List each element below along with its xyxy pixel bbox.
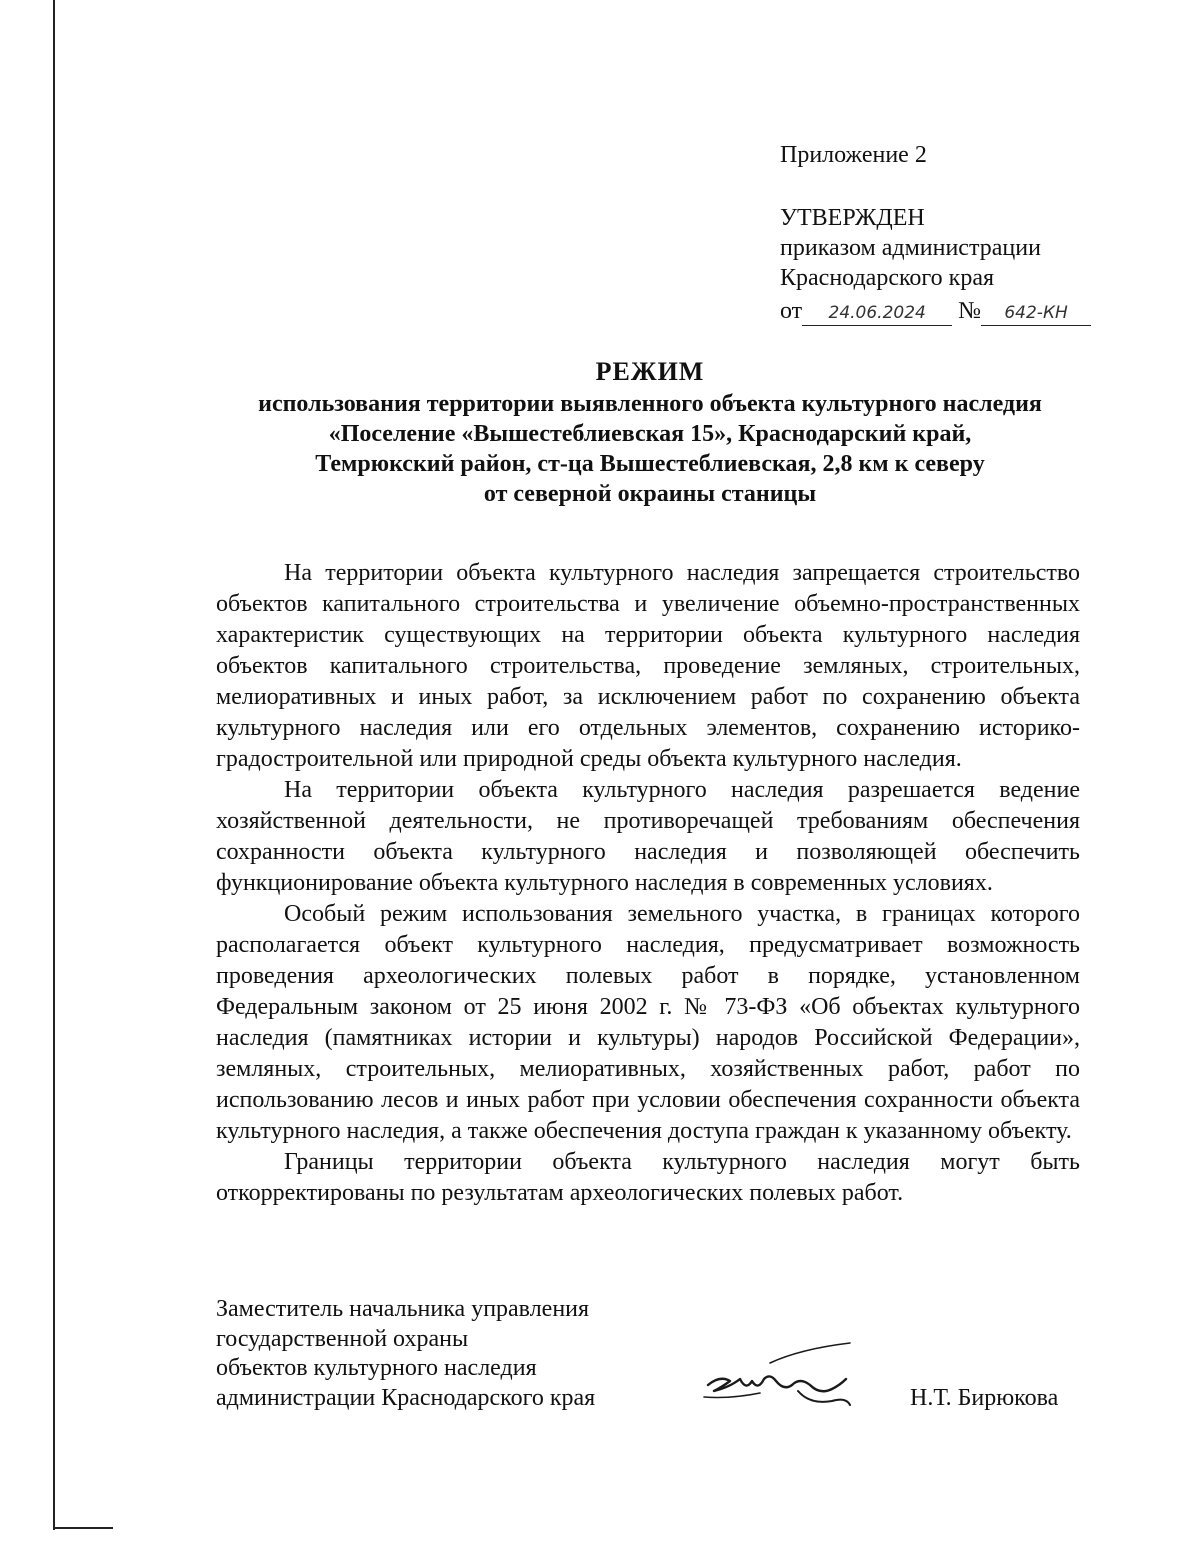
scan-edge-bottom [53,1527,113,1529]
scan-edge-left [53,0,55,1530]
approval-status: УТВЕРЖДЕН [780,205,925,231]
body-text [216,558,1080,1209]
signatory-position-line-1: Заместитель начальника управления [216,1296,590,1322]
title-main: РЕЖИМ [595,357,705,386]
title-line-4: от северной окраины станицы [483,481,817,507]
handwritten-signature-icon [700,1335,860,1420]
approval-line-1: приказом администрации [780,235,1041,261]
paragraph-prohibitions: На территории объекта культурного наследия запрещается строительство объектов капитального строительства и увеличение объемно-пространственных характеристик существующих на территории объекта культурного наследия объектов капитального строительства, проведение земляных, строительных, мелиоративных и иных работ, за исключением работ по сохранению объекта культурного наследия или его отдельных элементов, сохранению историко-градостроительной или природной среды объекта культурного наследия. [216,560,1080,772]
title-line-3: Темрюкский район, ст-ца Вышестеблиевская, 2,8 км к северу [315,451,985,477]
order-date-handwritten: 24.06.2024 [802,301,952,326]
order-number-sign: № [958,298,982,324]
signatory-position-line-3: объектов культурного наследия [216,1355,537,1381]
order-number-handwritten: 642-КН [981,301,1091,326]
title-line-2: «Поселение «Вышестеблиевская 15», Краснодарский край, [328,421,972,447]
paragraph-special-regime: Особый режим использования земельного участка, в границах которого располагается объект культурного наследия, предусматривает возможность проведения археологических полевых работ в порядке, установленном Федеральным законом от 25 июня 2002 г. № 73-ФЗ «Об объектах культурного наследия (памятниках истории и культуры) народов Российской Федерации», земляных, строительных, мелиоративных, хозяйственных работ, работ по использованию лесов и иных работ при условии обеспечения сохранности объекта культурного наследия, а также обеспечения доступа граждан к указанному объекту. [216,901,1080,1144]
approval-block [780,203,1041,293]
title-subtitle [200,389,1100,509]
signatory-position-line-2: государственной охраны [216,1325,469,1352]
appendix-label: Приложение 2 [780,142,927,168]
paragraph-permitted-activity: На территории объекта культурного наследия разрешается ведение хозяйственной деятельности, не противоречащей требованиям обеспечения сохранности объекта культурного наследия и позволяющей обеспечить функционирование объекта культурного наследия в современных условиях. [216,777,1080,896]
approval-line-2: Краснодарского края [780,265,995,291]
paragraph-boundaries: Границы территории объекта культурного наследия могут быть откорректированы по результатам археологических полевых работ. [216,1149,1080,1206]
signatory-position [216,1295,595,1413]
order-from-prefix: от [780,298,803,324]
signer-name: Н.Т. Бирюкова [910,1385,1059,1411]
title-line-1: использования территории выявленного объекта культурного наследия [258,391,1042,417]
order-date-number [780,296,1091,326]
signatory-position-line-4: администрации Краснодарского края [216,1384,596,1411]
document-title [200,355,1100,509]
